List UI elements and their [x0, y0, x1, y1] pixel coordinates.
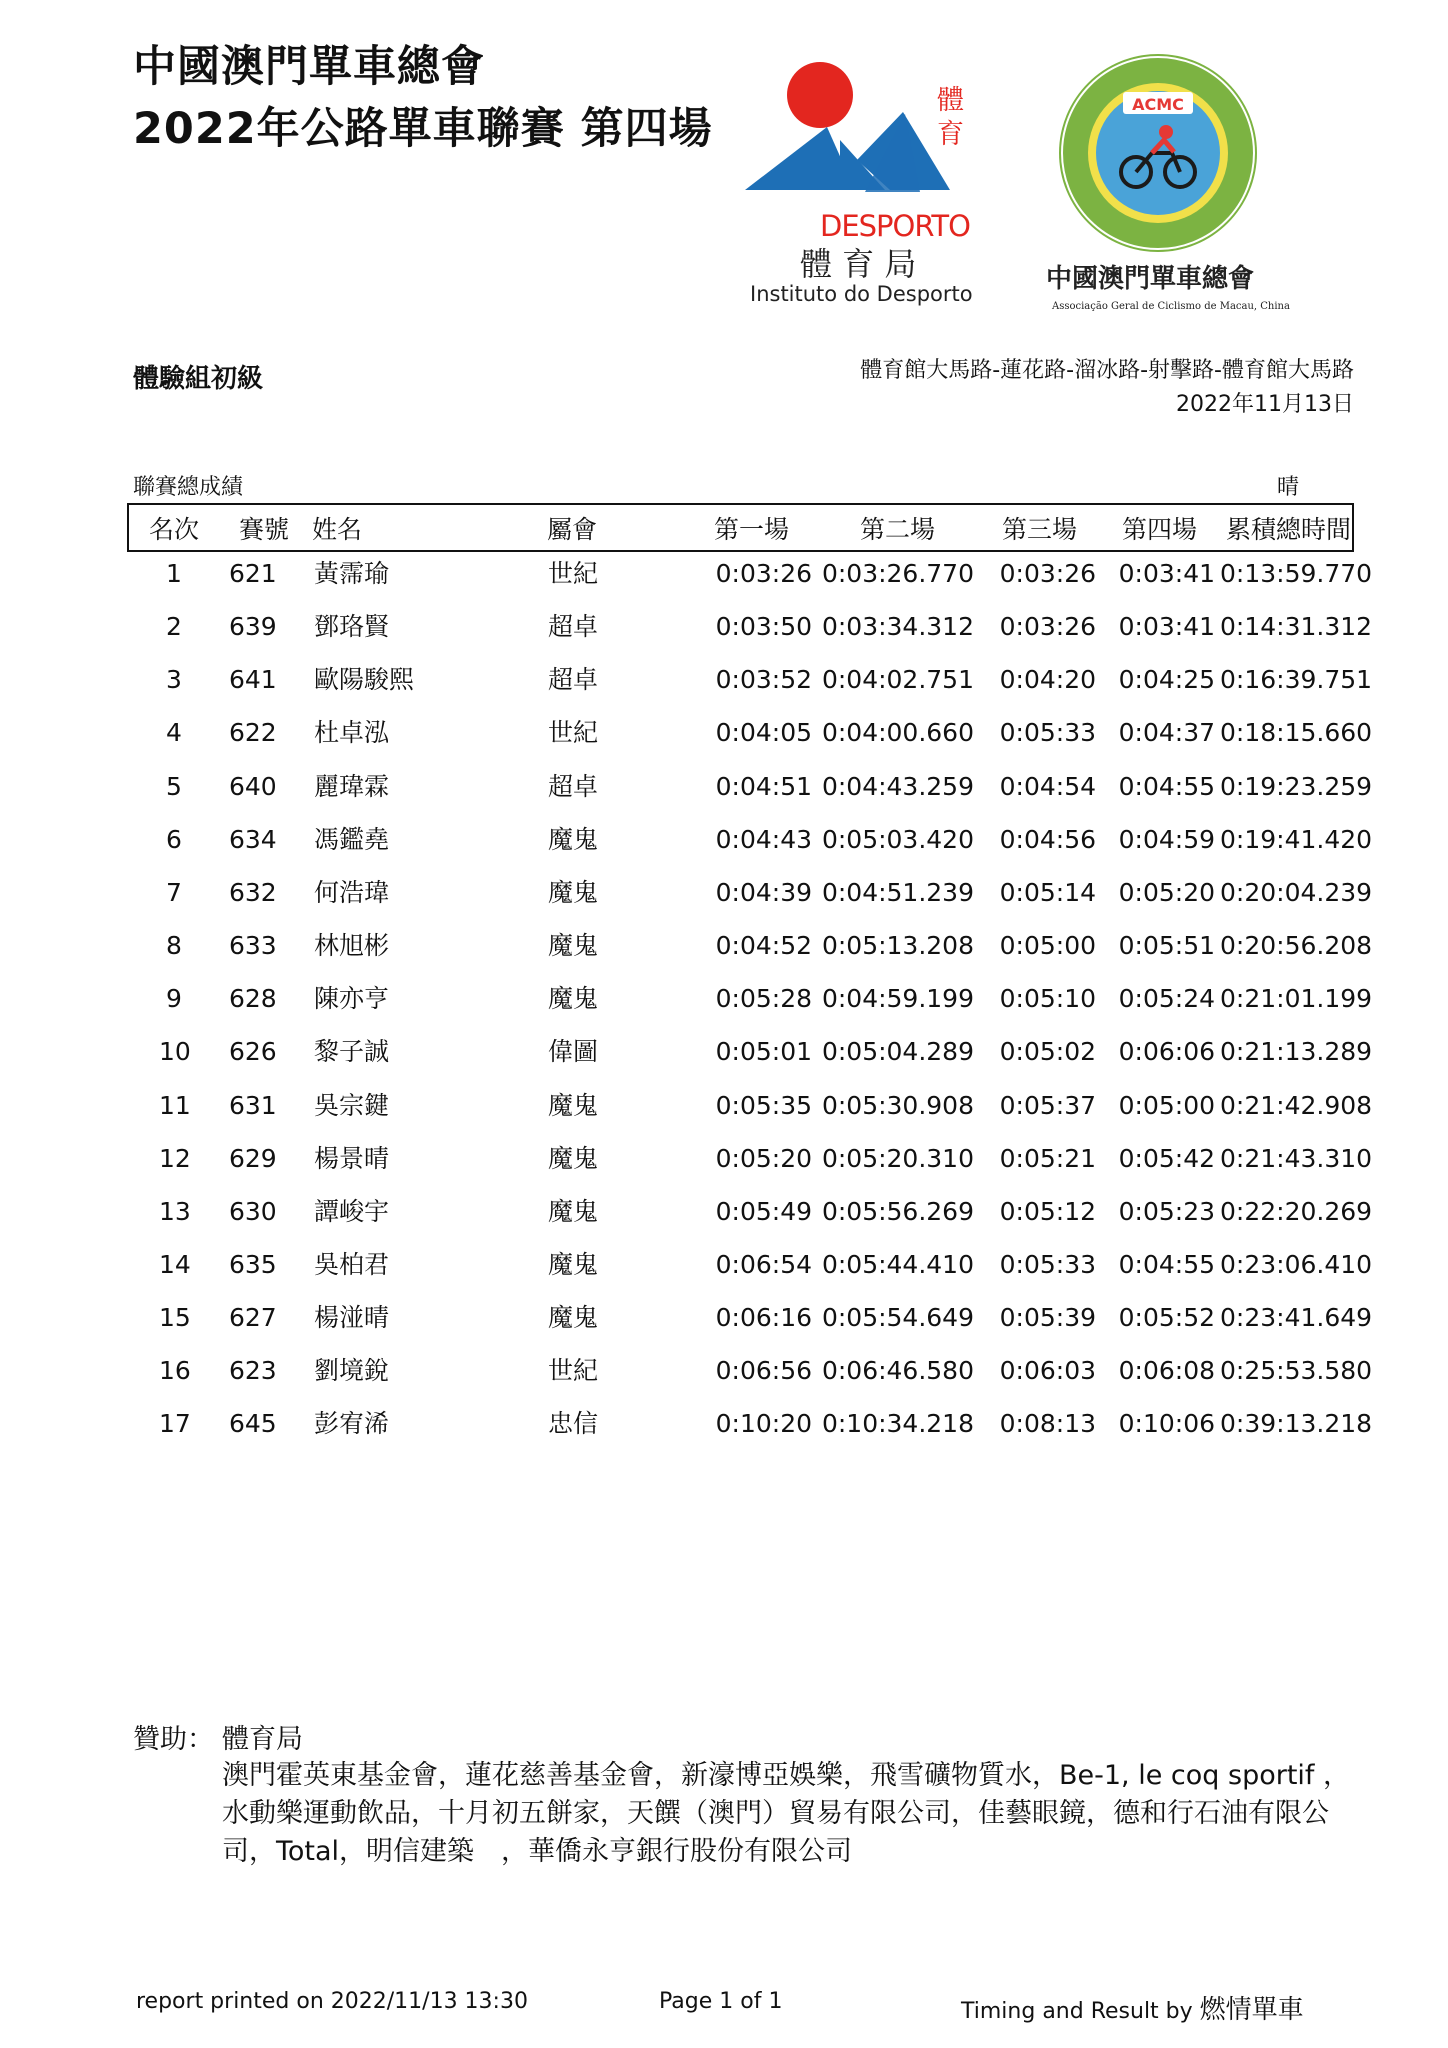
- cell-race2: 0:04:51.239: [821, 877, 974, 907]
- cell-race3: 0:03:26: [999, 612, 1096, 642]
- cell-total: 0:13:59.770: [1220, 559, 1373, 588]
- cell-race1: 0:06:16: [715, 1303, 812, 1333]
- cell-race4: 0:04:59: [1118, 824, 1215, 854]
- header-bib: 賽號: [239, 515, 290, 544]
- cell-total: 0:23:41.649: [1220, 1303, 1373, 1333]
- cell-total: 0:20:56.208: [1220, 931, 1373, 961]
- cell-rank: 17: [159, 1409, 191, 1439]
- cell-race3: 0:05:39: [999, 1303, 1096, 1333]
- header-total: 累積總時間: [1226, 515, 1352, 544]
- cell-race1: 0:04:43: [715, 824, 812, 854]
- cell-name: 林旭彬: [314, 931, 390, 961]
- cell-rank: 13: [159, 1196, 191, 1226]
- cell-total: 0:21:42.908: [1220, 1090, 1373, 1120]
- timing-prefix: Timing and Result by: [961, 1999, 1193, 2024]
- cell-rank: 4: [166, 718, 182, 748]
- cell-bib: 628: [229, 984, 277, 1014]
- cell-rank: 2: [166, 612, 182, 642]
- cell-race3: 0:03:26: [999, 559, 1096, 588]
- desporto-wordmark: DESPORTO: [820, 209, 970, 243]
- cell-rank: 12: [159, 1143, 191, 1173]
- cell-total: 0:19:23.259: [1220, 771, 1373, 801]
- cell-name: 譚峻宇: [314, 1196, 390, 1226]
- cell-race2: 0:05:20.310: [821, 1143, 974, 1173]
- cell-total: 0:19:41.420: [1220, 824, 1373, 854]
- cell-race1: 0:03:50: [715, 612, 812, 642]
- cell-race2: 0:04:43.259: [821, 771, 974, 801]
- table-row: [0, 1143, 1448, 1199]
- cell-race2: 0:06:46.580: [821, 1356, 974, 1386]
- cell-race1: 0:04:51: [715, 771, 812, 801]
- cell-race2: 0:04:59.199: [821, 984, 974, 1014]
- table-row: [0, 720, 1448, 773]
- cell-club: 世紀: [548, 718, 599, 748]
- cell-race3: 0:05:33: [999, 1249, 1096, 1279]
- cell-name: 杜卓泓: [314, 718, 390, 748]
- cell-bib: 634: [229, 824, 277, 854]
- cell-name: 吳柏君: [314, 1249, 390, 1279]
- results-table-body: [0, 561, 1448, 1461]
- cell-race4: 0:10:06: [1118, 1409, 1215, 1439]
- table-row: [0, 1305, 1448, 1358]
- cell-race4: 0:05:24: [1118, 984, 1215, 1014]
- cell-race1: 0:06:56: [715, 1356, 812, 1386]
- cell-race2: 0:10:34.218: [821, 1409, 974, 1439]
- acmc-badge-text: ACMC: [1132, 95, 1184, 114]
- cell-bib: 641: [229, 665, 277, 695]
- sponsor-line: 澳門霍英東基金會，蓮花慈善基金會，新濠博亞娛樂，飛雪礦物質水，Be-1, le coq sportif ，: [222, 1760, 1350, 1791]
- table-row: [0, 667, 1448, 720]
- header-club: 屬會: [547, 515, 598, 544]
- desporto-name-pt: Instituto do Desporto: [750, 282, 973, 306]
- cell-race4: 0:04:55: [1118, 771, 1215, 801]
- cell-race2: 0:03:34.312: [821, 612, 974, 642]
- cell-club: 魔鬼: [548, 1249, 599, 1279]
- cell-club: 魔鬼: [548, 824, 599, 854]
- event-date: 2022年11月13日: [1176, 392, 1354, 417]
- cell-total: 0:14:31.312: [1220, 612, 1373, 642]
- cell-race4: 0:05:23: [1118, 1196, 1215, 1226]
- cell-rank: 5: [166, 771, 182, 801]
- cell-race3: 0:05:37: [999, 1090, 1096, 1120]
- cell-total: 0:20:04.239: [1220, 877, 1373, 907]
- cell-race2: 0:05:13.208: [821, 931, 974, 961]
- sponsor-list: [222, 1757, 1352, 1871]
- cell-club: 魔鬼: [548, 931, 599, 961]
- cell-race4: 0:04:55: [1118, 1249, 1215, 1279]
- cell-race1: 0:04:05: [715, 718, 812, 748]
- table-row: [0, 986, 1448, 1039]
- acmc-emblem-icon: [1040, 52, 1280, 262]
- report-printed-text: report printed on 2022/11/13 13:30: [136, 1989, 528, 2014]
- cell-race3: 0:06:03: [999, 1356, 1096, 1386]
- cell-name: 楊景晴: [314, 1143, 390, 1173]
- cell-total: 0:21:13.289: [1220, 1037, 1373, 1067]
- cell-race4: 0:05:20: [1118, 877, 1215, 907]
- cell-bib: 635: [229, 1249, 277, 1279]
- cell-race3: 0:04:54: [999, 771, 1096, 801]
- page-number: Page 1 of 1: [659, 1989, 783, 2014]
- cell-race3: 0:05:33: [999, 718, 1096, 748]
- header-race1: 第一場: [714, 515, 790, 544]
- weather-text: 晴: [1277, 475, 1300, 500]
- cell-race3: 0:04:20: [999, 665, 1096, 695]
- cell-race2: 0:05:04.289: [821, 1037, 974, 1067]
- cell-rank: 7: [166, 877, 182, 907]
- cell-race2: 0:05:03.420: [821, 824, 974, 854]
- table-row: [0, 614, 1448, 667]
- cell-race3: 0:08:13: [999, 1409, 1096, 1439]
- timing-name: 燃情單車: [1199, 1995, 1304, 2025]
- acmc-name-pt: Associação Geral de Ciclismo de Macau, China: [1052, 301, 1290, 312]
- cell-bib: 627: [229, 1303, 277, 1333]
- document-title-line2: 2022年公路單車聯賽 第四場: [133, 104, 713, 154]
- cell-race2: 0:04:02.751: [821, 665, 974, 695]
- cell-rank: 6: [166, 824, 182, 854]
- cell-race3: 0:05:21: [999, 1143, 1096, 1173]
- cell-club: 魔鬼: [548, 1143, 599, 1173]
- cell-bib: 640: [229, 771, 277, 801]
- cell-total: 0:18:15.660: [1220, 718, 1373, 748]
- cell-race4: 0:06:08: [1118, 1356, 1215, 1386]
- cell-bib: 633: [229, 931, 277, 961]
- cell-race4: 0:05:52: [1118, 1303, 1215, 1333]
- header-race3: 第三場: [1002, 515, 1078, 544]
- cell-race3: 0:04:56: [999, 824, 1096, 854]
- cell-race4: 0:05:51: [1118, 931, 1215, 961]
- cell-bib: 623: [229, 1356, 277, 1386]
- cell-race1: 0:04:39: [715, 877, 812, 907]
- table-row: [0, 1411, 1448, 1464]
- cell-club: 魔鬼: [548, 1196, 599, 1226]
- acmc-name-zh: 中國澳門單車總會: [1046, 264, 1255, 294]
- cell-bib: 626: [229, 1037, 277, 1067]
- cell-rank: 10: [159, 1037, 191, 1067]
- cell-club: 超卓: [548, 612, 599, 642]
- cell-name: 歐陽駿熙: [314, 665, 415, 695]
- cell-name: 劉境銳: [314, 1356, 390, 1386]
- cell-race3: 0:05:02: [999, 1037, 1096, 1067]
- sponsor-line: 水動樂運動飲品，十月初五餅家，天饌（澳門）貿易有限公司，佳藝眼鏡，德和行石油有限公: [222, 1798, 1329, 1829]
- cell-race1: 0:05:01: [715, 1037, 812, 1067]
- cell-club: 魔鬼: [548, 877, 599, 907]
- cell-race3: 0:05:10: [999, 984, 1096, 1014]
- cell-race3: 0:05:14: [999, 877, 1096, 907]
- cell-name: 鄧珞賢: [314, 612, 390, 642]
- cell-rank: 9: [166, 984, 182, 1014]
- cell-name: 黃霈瑜: [314, 559, 390, 588]
- cell-name: 吳宗鍵: [314, 1090, 390, 1120]
- table-row: [0, 1090, 1448, 1146]
- cell-total: 0:23:06.410: [1220, 1249, 1373, 1279]
- cell-race4: 0:03:41: [1118, 559, 1215, 588]
- cell-rank: 11: [159, 1090, 191, 1120]
- cell-bib: 630: [229, 1196, 277, 1226]
- cell-bib: 639: [229, 612, 277, 642]
- cell-rank: 14: [159, 1249, 191, 1279]
- cell-total: 0:25:53.580: [1220, 1356, 1373, 1386]
- cell-name: 何浩瑋: [314, 877, 390, 907]
- route-text: 體育館大馬路-蓮花路-溜冰路-射擊路-體育館大馬路: [860, 358, 1354, 383]
- cell-race4: 0:05:42: [1118, 1143, 1215, 1173]
- cell-race2: 0:05:56.269: [821, 1196, 974, 1226]
- results-table-header: [127, 503, 1354, 552]
- cell-race2: 0:03:26.770: [821, 559, 974, 588]
- cell-race2: 0:05:30.908: [821, 1090, 974, 1120]
- cell-bib: 645: [229, 1409, 277, 1439]
- category-label: 體驗組初級: [133, 364, 264, 394]
- cell-rank: 15: [159, 1303, 191, 1333]
- table-row: [0, 1249, 1448, 1305]
- cell-club: 偉圖: [548, 1037, 599, 1067]
- cell-race1: 0:05:49: [715, 1196, 812, 1226]
- timing-credit: [961, 1989, 1304, 2026]
- cell-race1: 0:03:52: [715, 665, 812, 695]
- cell-total: 0:39:13.218: [1220, 1409, 1373, 1439]
- cell-race2: 0:05:44.410: [821, 1249, 974, 1279]
- cell-race4: 0:04:37: [1118, 718, 1215, 748]
- cell-total: 0:16:39.751: [1220, 665, 1373, 695]
- table-row: [0, 824, 1448, 880]
- cell-race1: 0:06:54: [715, 1249, 812, 1279]
- cell-club: 魔鬼: [548, 984, 599, 1014]
- summary-label: 聯賽總成績: [133, 475, 244, 500]
- cell-race4: 0:06:06: [1118, 1037, 1215, 1067]
- cell-total: 0:21:01.199: [1220, 984, 1373, 1014]
- cell-race1: 0:04:52: [715, 931, 812, 961]
- cell-name: 彭宥浠: [314, 1409, 390, 1439]
- cell-rank: 1: [166, 559, 182, 588]
- cell-race3: 0:05:00: [999, 931, 1096, 961]
- cell-total: 0:22:20.269: [1220, 1196, 1373, 1226]
- cell-race2: 0:05:54.649: [821, 1303, 974, 1333]
- cell-race3: 0:05:12: [999, 1196, 1096, 1226]
- cell-race4: 0:05:00: [1118, 1090, 1215, 1120]
- cell-race4: 0:04:25: [1118, 665, 1215, 695]
- table-row: [0, 561, 1448, 614]
- cell-name: 陳亦亨: [314, 984, 390, 1014]
- cell-race1: 0:10:20: [715, 1409, 812, 1439]
- desporto-side-chars: 體育: [937, 85, 964, 150]
- cell-club: 超卓: [548, 771, 599, 801]
- cell-club: 忠信: [548, 1409, 599, 1439]
- table-row: [0, 1196, 1448, 1252]
- cell-rank: 3: [166, 665, 182, 695]
- desporto-name-zh: 體 育 局: [800, 245, 917, 283]
- header-rank: 名次: [149, 515, 200, 544]
- sponsor-line: 司，Total，明信建築 ，華僑永亨銀行股份有限公司: [222, 1836, 853, 1867]
- cell-race1: 0:05:20: [715, 1143, 812, 1173]
- cell-race1: 0:03:26: [715, 559, 812, 588]
- cell-club: 魔鬼: [548, 1303, 599, 1333]
- acmc-logo: [1040, 52, 1290, 322]
- cell-rank: 16: [159, 1356, 191, 1386]
- cell-race2: 0:04:00.660: [821, 718, 974, 748]
- header-name: 姓名: [312, 515, 363, 544]
- sponsor-label: 贊助：: [133, 1724, 214, 1755]
- cell-rank: 8: [166, 931, 182, 961]
- desporto-logo: [745, 52, 985, 312]
- cell-name: 黎子誠: [314, 1037, 390, 1067]
- header-race2: 第二場: [860, 515, 936, 544]
- cell-total: 0:21:43.310: [1220, 1143, 1373, 1173]
- cell-race1: 0:05:28: [715, 984, 812, 1014]
- table-row: [0, 1039, 1448, 1092]
- table-row: [0, 771, 1448, 827]
- header-race4: 第四場: [1122, 515, 1198, 544]
- cell-bib: 621: [229, 559, 277, 588]
- cell-name: 楊湴晴: [314, 1303, 390, 1333]
- cell-bib: 629: [229, 1143, 277, 1173]
- document-title-line1: 中國澳門單車總會: [133, 42, 485, 92]
- cell-bib: 622: [229, 718, 277, 748]
- cell-club: 世紀: [548, 559, 599, 588]
- cell-club: 超卓: [548, 665, 599, 695]
- table-row: [0, 1358, 1448, 1411]
- table-row: [0, 933, 1448, 986]
- cell-club: 世紀: [548, 1356, 599, 1386]
- cell-bib: 632: [229, 877, 277, 907]
- cell-race1: 0:05:35: [715, 1090, 812, 1120]
- table-row: [0, 877, 1448, 933]
- cell-bib: 631: [229, 1090, 277, 1120]
- sponsor-main: 體育局: [222, 1724, 303, 1755]
- cell-club: 魔鬼: [548, 1090, 599, 1120]
- cell-name: 馮鑑堯: [314, 824, 390, 854]
- cell-race4: 0:03:41: [1118, 612, 1215, 642]
- cell-name: 麗瑋霖: [314, 771, 390, 801]
